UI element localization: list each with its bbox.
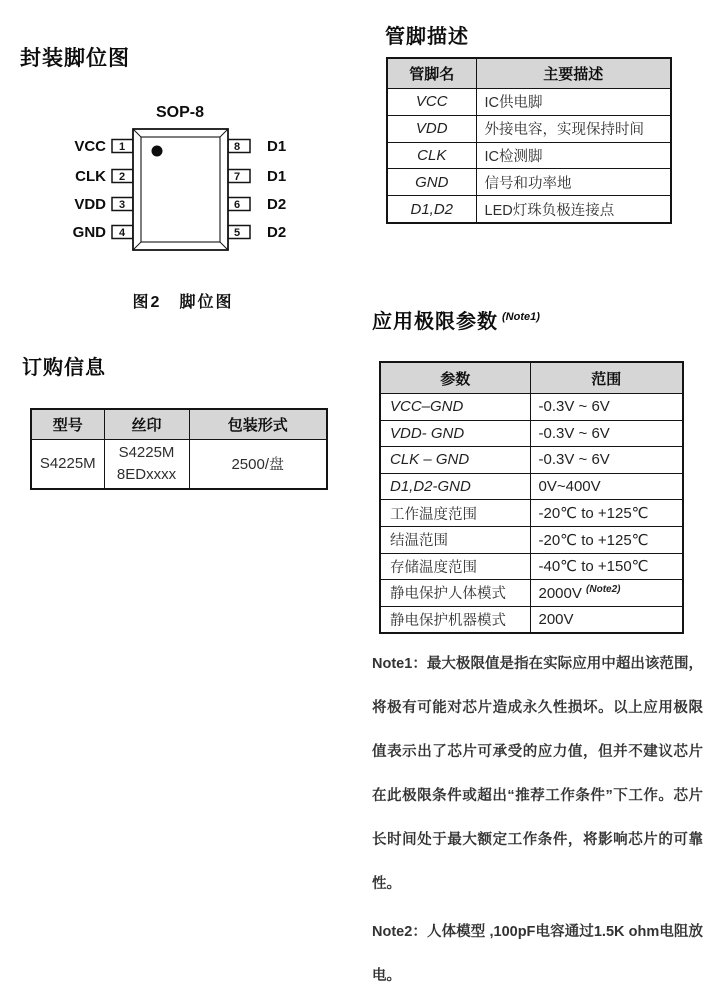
pin3-number: 3 — [118, 199, 126, 211]
marking-line2: 8EDxxxx — [116, 465, 177, 483]
table-row — [380, 447, 683, 474]
pin-name-cell: GND — [387, 169, 476, 196]
pin3-label: VDD — [74, 196, 106, 213]
limit-range-cell: 0V~400V — [530, 473, 683, 500]
chip-pinout-diagram — [58, 98, 306, 266]
pin4-label: GND — [72, 224, 106, 241]
pin8-label: D1 — [267, 138, 287, 155]
limit-range-cell — [530, 580, 683, 607]
note2-text: 人体模型 ,100pF电容通过1.5K ohm电阻放电。 — [372, 924, 703, 984]
limit-param-cell: 工作温度范围 — [380, 500, 530, 527]
table-row — [380, 580, 683, 607]
limit-range-cell: -20℃ to +125℃ — [530, 500, 683, 527]
note1-paragraph — [372, 642, 703, 906]
table-row — [380, 420, 683, 447]
pin1-number: 1 — [118, 141, 126, 153]
ordering-header-package: 包装形式 — [189, 409, 327, 440]
limit-range-cell: 200V — [530, 606, 683, 633]
limit-range-cell: -0.3V ~ 6V — [530, 447, 683, 474]
pin-name-cell: D1,D2 — [387, 196, 476, 223]
table-row — [380, 606, 683, 633]
limit-range-value: 2000V — [538, 584, 582, 602]
pin-desc-cell: 外接电容，实现保持时间 — [476, 115, 671, 142]
table-row — [387, 142, 671, 169]
limit-param-cell: VDD- GND — [380, 420, 530, 447]
limit-range-cell: -40℃ to +150℃ — [530, 553, 683, 580]
limit-param-cell: 存储温度范围 — [380, 553, 530, 580]
pin7-label: D1 — [267, 168, 287, 185]
pin-desc-cell: IC供电脚 — [476, 89, 671, 116]
pin8-number: 8 — [233, 141, 241, 153]
chip-package-type-label: SOP-8 — [155, 104, 205, 121]
ordering-package-cell: 2500/盘 — [189, 440, 327, 489]
ordering-header-row — [31, 409, 327, 440]
pin-name-cell: CLK — [387, 142, 476, 169]
pin-desc-cell: IC检测脚 — [476, 142, 671, 169]
pin1-label: VCC — [74, 138, 106, 155]
pin-desc-header-desc: 主要描述 — [476, 58, 671, 89]
limit-param-cell: VCC–GND — [380, 394, 530, 421]
figure2-caption: 图2 脚位图 — [132, 294, 234, 311]
section-title-ordering-info: 订购信息 — [22, 357, 106, 379]
ordering-info-table — [30, 408, 328, 490]
table-row — [380, 500, 683, 527]
table-row — [387, 196, 671, 223]
ordering-data-row — [31, 440, 327, 489]
limit-param-cell: 静电保护机器模式 — [380, 606, 530, 633]
pin-description-table — [386, 57, 672, 224]
limits-header-range: 范围 — [530, 362, 683, 394]
limits-title-note-ref: (Note1) — [502, 311, 540, 324]
limit-range-note-ref: (Note2) — [586, 583, 621, 595]
table-row — [380, 526, 683, 553]
table-row — [380, 473, 683, 500]
limits-header-row — [380, 362, 683, 394]
pin1-indicator-dot — [152, 146, 163, 157]
pin2-label: CLK — [75, 168, 106, 185]
note2-label: Note2： — [372, 924, 427, 940]
pin-desc-header-name: 管脚名 — [387, 58, 476, 89]
limits-header-param: 参数 — [380, 362, 530, 394]
table-row — [387, 115, 671, 142]
table-row — [387, 169, 671, 196]
limit-param-cell: 结温范围 — [380, 526, 530, 553]
pin-name-cell: VDD — [387, 115, 476, 142]
limit-range-cell: -0.3V ~ 6V — [530, 394, 683, 421]
pin5-label: D2 — [267, 224, 287, 241]
section-title-absolute-maximum-ratings — [372, 305, 540, 334]
limit-param-cell: D1,D2-GND — [380, 473, 530, 500]
pin6-label: D2 — [267, 196, 287, 213]
ordering-marking-cell — [104, 440, 189, 489]
table-row — [380, 394, 683, 421]
section-title-pin-description: 管脚描述 — [385, 26, 469, 48]
limits-title-text: 应用极限参数 — [372, 311, 498, 333]
limit-range-cell: -0.3V ~ 6V — [530, 420, 683, 447]
limits-table — [379, 361, 684, 634]
pin5-number: 5 — [233, 227, 241, 239]
marking-line1: S4225M — [118, 444, 175, 462]
pin-desc-cell: 信号和功率地 — [476, 169, 671, 196]
ordering-header-model: 型号 — [31, 409, 104, 440]
table-row — [380, 553, 683, 580]
pin-desc-header-row — [387, 58, 671, 89]
note2-paragraph — [372, 910, 703, 998]
pin-desc-cell: LED灯珠负极连接点 — [476, 196, 671, 223]
ordering-header-marking: 丝印 — [104, 409, 189, 440]
pin2-number: 2 — [118, 171, 126, 183]
ordering-model-cell: S4225M — [31, 440, 104, 489]
note1-text: 最大极限值是指在实际应用中超出该范围，将极有可能对芯片造成永久性损坏。以上应用极限值表示出了芯片可承受的应力值，但并不建议芯片在此极限条件或超出“推荐工作条件”下工作。芯片长时间处于最大额定工作条件，将影响芯片的可靠性。 — [372, 656, 703, 892]
limit-param-cell: CLK – GND — [380, 447, 530, 474]
limit-range-cell: -20℃ to +125℃ — [530, 526, 683, 553]
table-row — [387, 89, 671, 116]
limit-param-cell: 静电保护人体模式 — [380, 580, 530, 607]
section-title-package-pinout: 封装脚位图 — [20, 47, 130, 70]
pin-name-cell: VCC — [387, 89, 476, 116]
pin6-number: 6 — [233, 199, 241, 211]
pin7-number: 7 — [233, 171, 241, 183]
note1-label: Note1： — [372, 656, 427, 672]
pin4-number: 4 — [118, 227, 126, 239]
notes-block — [372, 642, 703, 998]
